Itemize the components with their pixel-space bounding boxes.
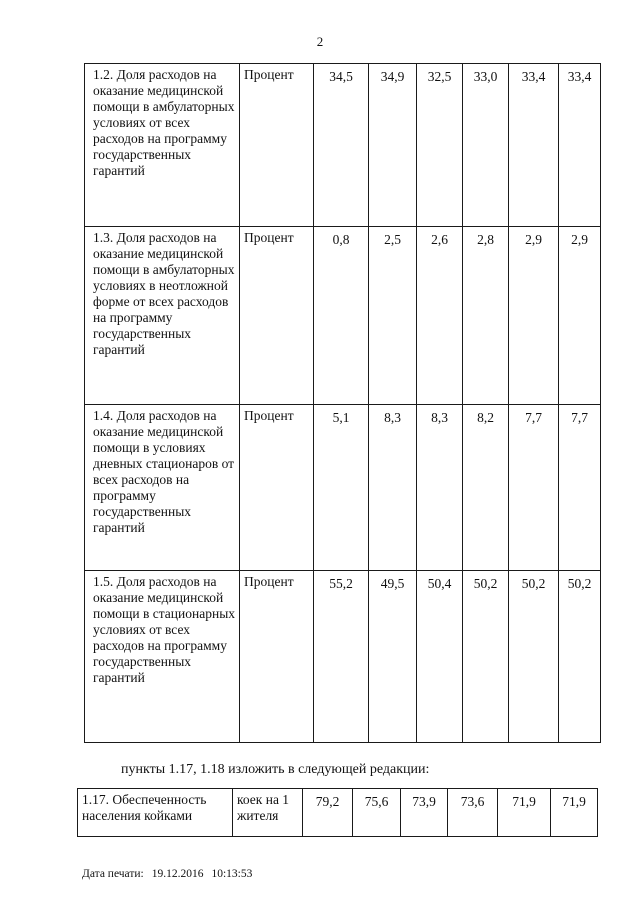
value-cell: 8,3 — [369, 405, 417, 571]
table-row — [85, 571, 601, 743]
unit-cell: коек на 1 жителя — [233, 789, 303, 837]
value-cell: 33,0 — [463, 64, 509, 227]
value-cell: 8,3 — [417, 405, 463, 571]
value-cell: 50,2 — [509, 571, 559, 743]
value-cell: 5,1 — [314, 405, 369, 571]
table-row — [85, 227, 601, 405]
value-cell: 71,9 — [551, 789, 598, 837]
value-cell: 50,2 — [559, 571, 601, 743]
value-cell: 73,6 — [448, 789, 498, 837]
table-row — [78, 789, 598, 837]
value-cell: 32,5 — [417, 64, 463, 227]
table-row — [85, 405, 601, 571]
table-row — [85, 64, 601, 227]
print-date-label: Дата печати: — [82, 868, 144, 880]
value-cell: 8,2 — [463, 405, 509, 571]
value-cell: 33,4 — [559, 64, 601, 227]
value-cell: 2,6 — [417, 227, 463, 405]
unit-cell: Процент — [240, 405, 314, 571]
value-cell: 7,7 — [559, 405, 601, 571]
print-footer — [82, 868, 260, 880]
value-cell: 0,8 — [314, 227, 369, 405]
value-cell: 2,9 — [559, 227, 601, 405]
unit-cell: Процент — [240, 571, 314, 743]
print-time: 10:13:53 — [211, 868, 253, 880]
value-cell: 34,5 — [314, 64, 369, 227]
value-cell: 2,9 — [509, 227, 559, 405]
value-cell: 75,6 — [353, 789, 401, 837]
beds-table — [77, 788, 598, 837]
unit-cell: Процент — [240, 64, 314, 227]
value-cell: 2,5 — [369, 227, 417, 405]
indicator-label: 1.5. Доля расходов на оказание медицинской помощи в стационарных условиях от всех расходов на программу государственных гарантий — [85, 571, 240, 743]
unit-cell: Процент — [240, 227, 314, 405]
page-number: 2 — [316, 34, 324, 49]
value-cell: 50,2 — [463, 571, 509, 743]
value-cell: 73,9 — [401, 789, 448, 837]
value-cell: 2,8 — [463, 227, 509, 405]
value-cell: 79,2 — [303, 789, 353, 837]
indicator-label: 1.4. Доля расходов на оказание медицинской помощи в условиях дневных стационаров от всех расходов на программу государственных гарантий — [85, 405, 240, 571]
value-cell: 71,9 — [498, 789, 551, 837]
indicators-table — [84, 63, 601, 743]
value-cell: 55,2 — [314, 571, 369, 743]
indicator-label: 1.3. Доля расходов на оказание медицинской помощи в амбулаторных условиях в неотложной форме от всех расходов на программу государственных гарантий — [85, 227, 240, 405]
indicator-label: 1.17. Обеспеченность населения койками — [78, 789, 233, 837]
value-cell: 50,4 — [417, 571, 463, 743]
value-cell: 7,7 — [509, 405, 559, 571]
section-subheading: пункты 1.17, 1.18 изложить в следующей редакции: — [121, 762, 430, 777]
value-cell: 33,4 — [509, 64, 559, 227]
value-cell: 34,9 — [369, 64, 417, 227]
print-date: 19.12.2016 — [151, 868, 204, 880]
value-cell: 49,5 — [369, 571, 417, 743]
indicator-label: 1.2. Доля расходов на оказание медицинской помощи в амбулаторных условиях от всех расходов на программу государственных гарантий — [85, 64, 240, 227]
